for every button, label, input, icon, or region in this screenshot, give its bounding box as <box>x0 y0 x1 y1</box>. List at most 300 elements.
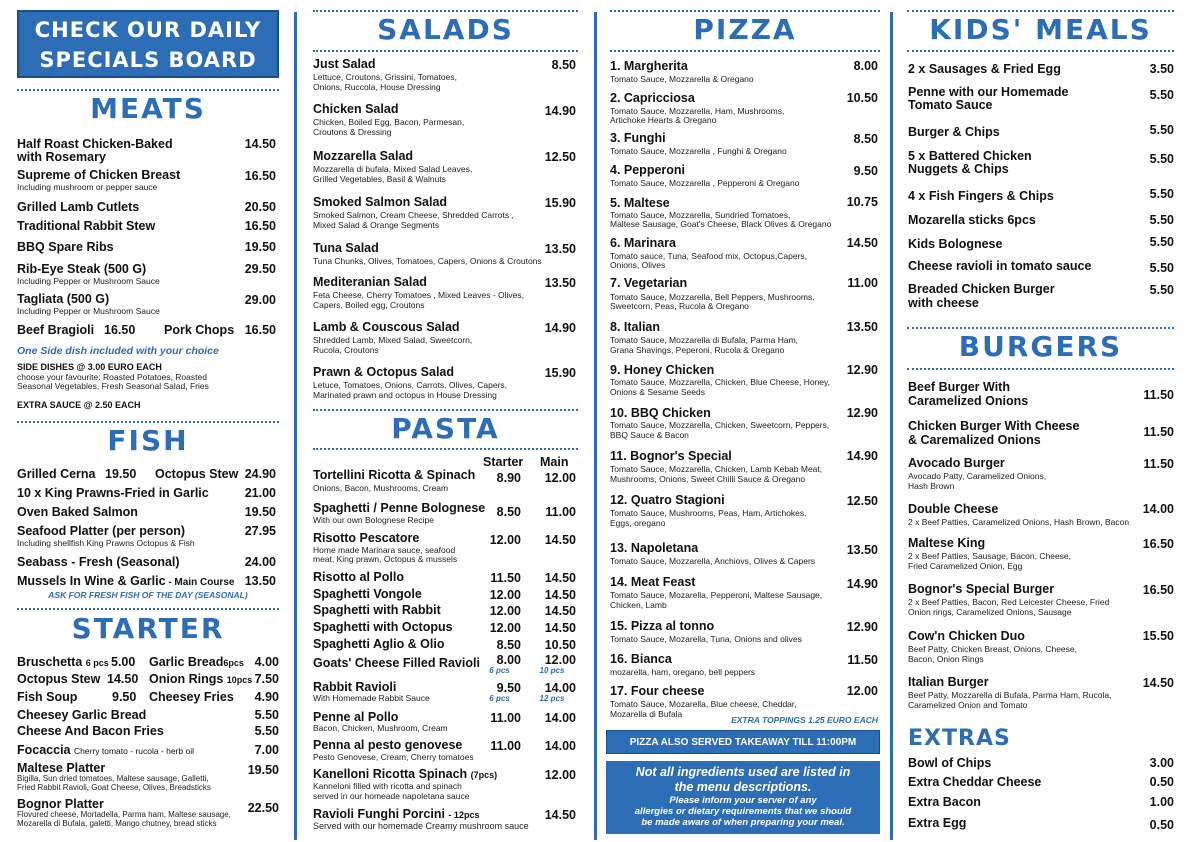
menu-item-desc: 2 x Beef Patties, Bacon, Red Leicester Cheese, Fried <box>908 597 1110 607</box>
menu-item-name: Tortellini Ricotta & Spinach <box>313 468 476 482</box>
menu-item-name: 15. Pizza al tonno <box>610 619 715 633</box>
divider <box>907 10 1174 12</box>
takeaway-text: PIZZA ALSO SERVED TAKEAWAY TILL 11:00PM <box>629 737 857 748</box>
fish-heading: FISH <box>107 424 189 457</box>
menu-item-name: Kids Bolognese <box>908 237 1003 251</box>
menu-item-price: 3.50 <box>1149 62 1174 76</box>
menu-item-price: 19.50 <box>247 763 279 777</box>
menu-item-price: 13.50 <box>244 574 276 588</box>
menu-item-name: Octopus Stew <box>17 672 101 686</box>
divider <box>907 50 1174 52</box>
takeaway-banner <box>606 730 880 754</box>
menu-item-name: Spaghetti Aglio & Olio <box>313 637 445 651</box>
menu-item-price: 5.50 <box>1149 261 1174 275</box>
menu-item-desc: Beef Patty, Mozzarella di Bufala, Parma Ham, Rucola, <box>908 690 1112 700</box>
menu-item-price: 9.50 <box>112 690 137 704</box>
pasta-starter-price: 12.00 <box>489 604 521 618</box>
menu-item-desc: 2 x Beef Patties, Sausage, Bacon, Cheese, <box>908 551 1072 561</box>
menu-item-desc: Pesto Genovese, Cream, Cherry tomatoes <box>313 752 474 762</box>
pasta-main-price: 14.50 <box>544 588 576 602</box>
menu-item-price: 7.00 <box>254 743 279 757</box>
menu-item-name: Spaghetti with Rabbit <box>313 603 441 617</box>
menu-item-price: 16.50 <box>1142 583 1174 597</box>
menu-item-desc: Fried Caramelized Onion, Egg <box>908 561 1023 571</box>
pasta-main-price: 11.00 <box>545 505 576 519</box>
menu-item-price: 14.50 <box>107 672 139 686</box>
menu-item-price: 16.50 <box>244 323 276 337</box>
menu-item-name: 13. Napoletana <box>610 541 699 555</box>
menu-item-name: Italian Burger <box>908 675 989 689</box>
menu-item-price: 14.90 <box>846 577 878 591</box>
menu-item-price: 8.50 <box>551 58 576 72</box>
item-tag: 6pcs <box>223 658 244 668</box>
menu-item-price: 8.50 <box>853 132 878 146</box>
menu-item-desc: Mozarella di Bufala <box>610 709 683 719</box>
menu-item-name: Extra Bacon <box>908 795 981 809</box>
item-name-text: Onion Rings <box>149 672 224 686</box>
menu-item-desc: Tomato Sauce, Mozzarella , Pepperoni & Oregano <box>610 178 800 188</box>
specials-line-1: CHECK OUR DAILY <box>34 18 262 42</box>
menu-item-desc: Hash Brown <box>908 481 955 491</box>
menu-item-desc: Tomato Sauce, Mozzarella, Anchiovs, Olives & Capers <box>610 556 816 566</box>
pasta-main-price: 10.50 <box>544 638 576 652</box>
meats-heading: MEATS <box>90 92 206 125</box>
allergy-notice <box>606 761 880 834</box>
menu-item-name: Double Cheese <box>908 502 999 516</box>
pasta-main-price: 14.50 <box>544 808 576 822</box>
menu-item-desc: Onions, Olives <box>610 260 666 270</box>
item-tag: Cherry tomato - rucola - herb oil <box>74 746 194 756</box>
specials-line-2: SPECIALS BOARD <box>39 48 257 72</box>
menu-item-desc: Tomato Sauce, Mozzarella, Bell Peppers, Mushrooms, <box>610 292 815 302</box>
menu-item-desc: 2 x Beef Patties, Caramelized Onions, Hash Brown, Bacon <box>908 517 1130 527</box>
menu-item-desc: Sweetcorn, Peas, Rucola & Oregano <box>610 301 749 311</box>
menu-item-name: BBQ Spare Ribs <box>17 240 114 254</box>
menu-item-desc: Tomato Sauce, Mozzarella, Chicken, Blue Cheese, Honey, <box>610 377 831 387</box>
pasta-main-price: 14.00 <box>544 681 576 695</box>
menu-item-price: 13.50 <box>544 242 576 256</box>
menu-item-name: Seafood Platter (per person) <box>17 524 186 538</box>
menu-item-price: 12.50 <box>544 150 576 164</box>
menu-item-name: Pork Chops <box>164 323 235 337</box>
menu-item-name <box>17 743 194 758</box>
menu-item-desc: Chicken, Boiled Egg, Bacon, Parmesan, <box>313 117 465 127</box>
menu-item-name: 1. Margherita <box>610 59 688 73</box>
menu-item-desc: Maltese Sausage, Goat's Cheese, Black Olives & Oregano <box>610 219 832 229</box>
menu-item-name: Penne al Pollo <box>313 710 399 724</box>
divider <box>610 50 880 52</box>
menu-item-name: 14. Meat Feast <box>610 575 696 589</box>
menu-item-price: 3.00 <box>1149 756 1174 770</box>
menu-item-name <box>313 768 497 782</box>
menu-item-price: 14.90 <box>544 321 576 335</box>
pasta-main-price: 14.00 <box>544 739 576 753</box>
menu-item-name: Grilled Lamb Cutlets <box>17 200 140 214</box>
menu-item-name: Bognor's Special Burger <box>908 582 1055 596</box>
specials-board-banner <box>17 10 279 78</box>
menu-item-name: 7. Vegetarian <box>610 276 688 290</box>
menu-item-desc: mozarella, ham, oregano, bell peppers <box>610 667 756 677</box>
menu-item-name: 9. Honey Chicken <box>610 363 715 377</box>
extra-toppings-note: EXTRA TOPPINGS 1.25 EURO EACH <box>731 715 878 725</box>
menu-item-price: 24.00 <box>244 555 276 569</box>
menu-item-desc: Including Pepper or Mushroom Sauce <box>17 306 160 316</box>
divider <box>313 10 578 12</box>
menu-item-name: 2 x Sausages & Fried Egg <box>908 62 1061 76</box>
menu-item-desc: Served with our homemade Creamy mushroom sauce <box>313 821 529 831</box>
menu-item-desc: With Homemade Rabbit Sauce <box>313 693 430 703</box>
menu-item-price: 8.00 <box>853 59 878 73</box>
menu-item-desc: Tomato Sauce, Mozzarella di Bufala, Parma Ham, <box>610 335 799 345</box>
menu-item-name: Cheese And Bacon Fries <box>17 724 164 738</box>
kids-meals-heading: KIDS' MEALS <box>929 13 1152 46</box>
menu-item-name: Fish Soup <box>17 690 78 704</box>
menu-item-desc: Tomato Sauce, Mozarella, Tuna, Onions and olives <box>610 634 802 644</box>
allergy-line: allergies or dietary requirements that we should <box>634 806 852 817</box>
menu-item-name: Traditional Rabbit Stew <box>17 219 156 233</box>
divider <box>313 409 578 411</box>
menu-item-name: 5. Maltese <box>610 196 670 210</box>
menu-item-desc: Letuce, Tomatoes, Onions, Carrots, Olives, Capers, <box>313 380 508 390</box>
menu-item-price: 5.00 <box>111 655 136 669</box>
menu-item-desc: Onion rings, Caramelized Onions, Sausage <box>908 607 1072 617</box>
menu-item-price: 5.50 <box>254 708 279 722</box>
menu-item-price: 11.50 <box>847 653 878 667</box>
menu-item-name: Extra Cheddar Cheese <box>908 775 1042 789</box>
menu-item-desc: Onions & Sesame Seeds <box>610 387 705 397</box>
menu-item-name: Maltese Platter <box>17 761 106 775</box>
divider <box>17 89 279 91</box>
menu-item-name: Tomato Sauce <box>908 98 993 112</box>
menu-item-desc: Rucola, Croutons <box>313 345 379 355</box>
menu-item-name: Bognor Platter <box>17 797 104 811</box>
menu-item-price: 5.50 <box>1149 283 1174 297</box>
menu-item-name: Half Roast Chicken-Baked <box>17 137 173 151</box>
menu-item-price: 7.50 <box>254 672 279 686</box>
pasta-starter-price: 8.50 <box>496 505 521 519</box>
menu-item-desc: Lettuce, Croutons, Grissini, Tomatoes, <box>313 72 457 82</box>
side-dishes-title: SIDE DISHES @ 3.00 EURO EACH <box>17 362 162 372</box>
menu-item-name: Spaghetti / Penne Bolognese <box>313 501 486 515</box>
menu-item-price: 12.90 <box>846 620 878 634</box>
menu-item-name: Risotto al Pollo <box>313 570 404 584</box>
menu-item-price: 12.90 <box>846 363 878 377</box>
menu-item-desc: Bacon, Onion Rings <box>908 654 984 664</box>
item-tag: 6 pcs <box>85 658 109 668</box>
menu-item-name: Spaghetti with Octopus <box>313 620 453 634</box>
menu-item-price: 22.50 <box>247 801 279 815</box>
menu-item-name: Goats' Cheese Filled Ravioli <box>313 656 480 670</box>
pasta-main-price: 14.50 <box>544 571 576 585</box>
menu-item-name: Penne with our Homemade <box>908 85 1069 99</box>
menu-item-desc: Tuna Chunks, Olives, Tomatoes, Capers, Onions & Croutons <box>313 256 542 266</box>
divider <box>610 10 880 12</box>
menu-item-desc: Grana Shavings, Peperoni, Rucola & Oregano <box>610 345 785 355</box>
extra-sauce-note: EXTRA SAUCE @ 2.50 EACH <box>17 400 141 410</box>
menu-item-name: 3. Funghi <box>610 131 666 145</box>
menu-item-price: 5.50 <box>1149 152 1174 166</box>
menu-item-name: Mediteranian Salad <box>313 275 427 289</box>
menu-item-desc: Shredded Lamb, Mixed Salad, Sweetcorn, <box>313 335 473 345</box>
side-dishes-desc: Seasonal Vegetables, Fresh Seasonal Salad, Fries <box>17 381 209 391</box>
menu-item-name: Rabbit Ravioli <box>313 680 397 694</box>
menu-item-price: 15.50 <box>1142 629 1174 643</box>
pasta-starter-price: 12.00 <box>489 533 521 547</box>
pasta-main-price: 14.50 <box>544 621 576 635</box>
menu-item-price: 11.50 <box>1143 457 1174 471</box>
menu-item-name: 12. Quatro Stagioni <box>610 493 725 507</box>
menu-item-name: 17. Four cheese <box>610 684 705 698</box>
menu-item-name: 4. Pepperoni <box>610 163 686 177</box>
item-name-text: Kanelloni Ricotta Spinach <box>313 767 468 781</box>
menu-item-desc: Tomato Sauce, Mozzarella, Sundried Tomatoes, <box>610 210 791 220</box>
menu-item-desc: Tomato Sauce, Mozarella, Pepperoni, Maltese Sausage, <box>610 590 823 600</box>
menu-item-desc: Feta Cheese, Cherry Tomatoes , Mixed Leaves - Olives, <box>313 290 525 300</box>
menu-item-name <box>17 574 234 590</box>
pasta-main-price: 14.50 <box>544 604 576 618</box>
menu-item-desc: Mixed Salad & Orange Segments <box>313 220 440 230</box>
menu-item-price: 0.50 <box>1149 775 1174 789</box>
menu-item-name: 5 x Battered Chicken <box>908 149 1032 163</box>
menu-item-price: 11.00 <box>847 276 878 290</box>
menu-item-price: 19.50 <box>244 240 276 254</box>
menu-item-name: Nuggets & Chips <box>908 162 1009 176</box>
menu-item-name: Cow'n Chicken Duo <box>908 629 1025 643</box>
menu-item-price: 5.50 <box>1149 235 1174 249</box>
menu-item-desc: Tomato Sauce, Mozarella, Blue cheese, Cheddar, <box>610 699 797 709</box>
pasta-main-price: 12.00 <box>544 653 576 667</box>
menu-item-price: 4.90 <box>254 690 279 704</box>
menu-item-name: & Caremalized Onions <box>908 433 1041 447</box>
menu-item-desc: Avocado Patty, Caramelized Onions, <box>908 471 1047 481</box>
menu-item-price: 14.50 <box>244 137 276 151</box>
menu-item-name: Supreme of Chicken Breast <box>17 168 181 182</box>
pasta-starter-price: 12.00 <box>489 621 521 635</box>
menu-item-name: Risotto Pescatore <box>313 531 420 545</box>
pasta-starter-price: 8.50 <box>496 638 521 652</box>
divider <box>313 448 578 450</box>
menu-item-price: 12.50 <box>846 494 878 508</box>
divider <box>17 421 279 423</box>
salads-heading: SALADS <box>377 13 514 46</box>
column-divider <box>294 12 297 840</box>
pasta-pcs: 6 pcs <box>489 666 510 675</box>
menu-item-name: Caramelized Onions <box>908 394 1029 408</box>
column-divider <box>890 12 893 840</box>
menu-item-name: Maltese King <box>908 536 986 550</box>
menu-item-price: 19.50 <box>244 505 276 519</box>
pasta-main-price: 14.00 <box>544 711 576 725</box>
divider <box>907 368 1174 370</box>
menu-item-desc: Grilled Vegetables, Basil & Walnuts <box>313 174 446 184</box>
menu-item-name <box>17 655 109 670</box>
menu-item-name: Seabass - Fresh (Seasonal) <box>17 555 180 569</box>
pasta-starter-price: 12.00 <box>489 588 521 602</box>
pizza-heading: PIZZA <box>693 13 797 46</box>
menu-item-price: 14.50 <box>1142 676 1174 690</box>
pasta-starter-price: 11.00 <box>490 711 521 725</box>
menu-item-desc: Capers, Boiled egg, Croutons <box>313 300 425 310</box>
menu-item-price: 16.50 <box>104 323 136 337</box>
menu-item-price: 24.90 <box>244 467 276 481</box>
menu-item-price: 15.90 <box>544 196 576 210</box>
item-tag: 10pcs <box>226 675 253 685</box>
menu-item-desc: Bigilla, Sun dried tomatoes, Maltese sausage, Galletti, <box>17 774 209 783</box>
menu-item-desc: Marinated prawn and octopus in House Dressing <box>313 390 497 400</box>
menu-item-price: 11.50 <box>1143 388 1174 402</box>
menu-item-price: 5.50 <box>254 724 279 738</box>
menu-item-price: 27.95 <box>244 524 276 538</box>
menu-item-price: 14.90 <box>846 449 878 463</box>
menu-item-name: Chicken Burger With Cheese <box>908 419 1080 433</box>
menu-item-name: Just Salad <box>313 57 376 71</box>
menu-item-name: Cheese ravioli in tomato sauce <box>908 259 1092 273</box>
menu-item-price: 14.00 <box>1142 502 1174 516</box>
menu-item-desc: Tomato Sauce, Mozzarella, Chicken, Sweetcorn, Peppers, <box>610 420 830 430</box>
menu-item-name: 11. Bognor's Special <box>610 449 732 463</box>
menu-item-name: Spaghetti Vongole <box>313 587 422 601</box>
menu-item-name: Bowl of Chips <box>908 756 992 770</box>
fresh-fish-note: ASK FOR FRESH FISH OF THE DAY (SEASONAL) <box>48 590 248 600</box>
column-divider <box>594 12 597 840</box>
menu-item-desc: Caramelized Onion and Tomato <box>908 700 1028 710</box>
menu-item-name: 10 x King Prawns-Fried in Garlic <box>17 486 209 500</box>
pasta-col-main: Main <box>540 455 569 469</box>
menu-item-price: 16.50 <box>244 219 276 233</box>
menu-item-price: 21.00 <box>244 486 276 500</box>
menu-item-price: 11.50 <box>1143 425 1174 439</box>
menu-item-name: Cheesey Fries <box>149 690 234 704</box>
menu-item-desc: Smoked Salmon, Cream Cheese, Shredded Carrots , <box>313 210 514 220</box>
side-dishes-desc: choose your favourite: Roasted Potatoes, Roasted <box>17 372 207 382</box>
menu-item-name: 2. Capricciosa <box>610 91 695 105</box>
pasta-pcs: 12 pcs <box>539 694 565 703</box>
menu-item-name: Cheesey Garlic Bread <box>17 708 147 722</box>
menu-item-name: Beef Burger With <box>908 380 1010 394</box>
menu-item-desc: Chicken, Lamb <box>610 600 667 610</box>
menu-item-name: 6. Marinara <box>610 236 677 250</box>
item-name-text: Garlic Bread <box>149 655 224 669</box>
item-name-text: Focaccia <box>17 743 71 757</box>
menu-item-desc: Mozzarella di bufala, Mixed Salad Leaves, <box>313 164 473 174</box>
item-tag: - 12pcs <box>448 810 480 820</box>
pasta-starter-price: 9.50 <box>496 681 521 695</box>
menu-item-desc: Tomato Sauce, Mozzarella & Oregano <box>610 74 754 84</box>
menu-item-desc: Flovured cheese, Mortadella, Parma ham, Maltese sausage, <box>17 810 231 819</box>
menu-item-desc: Fried Rabbit Ravioli, Goat Cheese, Olives, Breadsticks <box>17 783 211 792</box>
menu-item-desc: Mozarella di Bufala, galetti, Mango chutney, bread sticks <box>17 819 217 828</box>
menu-item-desc: Tomato sauce, Tuna, Seafood mix, Octopus,Capers, <box>610 251 808 261</box>
menu-item-price: 10.75 <box>846 195 878 209</box>
menu-item-name: 10. BBQ Chicken <box>610 406 711 420</box>
allergy-line: be made aware of when preparing your meal. <box>641 817 845 828</box>
menu-item-desc: Tomato Sauce, Mozzarella, Ham, Mushrooms, <box>610 106 785 116</box>
menu-item-desc: Including shellfish King Prawns Octopus & Fish <box>17 538 195 548</box>
menu-item-desc: Bacon, Chicken, Mushroom, Cream <box>313 723 448 733</box>
item-name-text: Bruschetta <box>17 655 83 669</box>
burgers-heading: BURGERS <box>958 330 1123 363</box>
allergy-line: Please inform your server of any <box>669 795 817 806</box>
divider <box>17 608 279 610</box>
menu-item-price: 5.50 <box>1149 213 1174 227</box>
menu-item-name: Penna al pesto genovese <box>313 738 463 752</box>
menu-item-desc: Kanneloni filled with ricotta and spinach <box>313 781 462 791</box>
menu-item-price: 29.50 <box>244 262 276 276</box>
menu-item-price: 16.50 <box>1142 537 1174 551</box>
menu-item-name: 4 x Fish Fingers & Chips <box>908 189 1054 203</box>
menu-item-name: with Rosemary <box>17 150 106 164</box>
allergy-line: Not all ingredients used are listed in <box>635 765 851 779</box>
menu-item-price: 16.50 <box>244 169 276 183</box>
pasta-col-starter: Starter <box>483 455 524 469</box>
item-name-text: Mussels In Wine & Garlic <box>17 574 166 588</box>
menu-item-name: Burger & Chips <box>908 125 1000 139</box>
pasta-main-price: 14.50 <box>544 533 576 547</box>
menu-item-price: 5.50 <box>1149 88 1174 102</box>
menu-item-name: Breaded Chicken Burger <box>908 282 1055 296</box>
divider <box>907 327 1174 329</box>
starter-heading: STARTER <box>71 612 225 645</box>
menu-item-price: 13.50 <box>846 543 878 557</box>
menu-item-price: 13.50 <box>544 276 576 290</box>
item-tag: (7pcs) <box>470 770 498 780</box>
menu-item-price: 12.00 <box>846 684 878 698</box>
menu-item-name: Mozarella sticks 6pcs <box>908 213 1036 227</box>
menu-item-price: 0.50 <box>1149 818 1174 832</box>
menu-item-desc: served in our homeade napoletana sauce <box>313 791 470 801</box>
menu-item-name: Lamb & Couscous Salad <box>313 320 460 334</box>
menu-item-desc: Onions, Ruccola, House Dressing <box>313 82 441 92</box>
divider <box>313 50 578 52</box>
menu-item-name: Smoked Salmon Salad <box>313 195 448 209</box>
menu-item-name: with cheese <box>908 296 979 310</box>
menu-item-price: 5.50 <box>1149 187 1174 201</box>
pasta-main-price: 12.00 <box>544 768 576 782</box>
menu-item-price: 14.50 <box>846 236 878 250</box>
menu-item-name: Mozzarella Salad <box>313 149 414 163</box>
menu-item-name: Octopus Stew <box>155 467 239 481</box>
menu-item-desc: BBQ Sauce & Bacon <box>610 430 689 440</box>
menu-item-desc: Onions, Bacon, Mushrooms, Cream <box>313 483 449 493</box>
menu-item-desc: Including mushroom or pepper sauce <box>17 182 158 192</box>
item-name-text: Ravioli Funghi Porcini <box>313 807 445 821</box>
pasta-starter-price: 11.50 <box>490 571 521 585</box>
menu-item-name: Extra Egg <box>908 816 967 830</box>
item-tag: - Main Course <box>165 577 235 588</box>
menu-item-name: 16. Bianca <box>610 652 672 666</box>
pasta-pcs: 10 pcs <box>539 666 565 675</box>
menu-item-desc: With our own Bolognese Recipe <box>313 515 434 525</box>
menu-item-price: 5.50 <box>1149 123 1174 137</box>
menu-item-name: Chicken Salad <box>313 102 399 116</box>
menu-item-desc: Eggs, oregano <box>610 518 666 528</box>
menu-item-name: Rib-Eye Steak (500 G) <box>17 262 147 276</box>
menu-item-price: 15.90 <box>544 366 576 380</box>
extras-heading: EXTRAS <box>908 726 1011 751</box>
menu-item-name <box>313 808 479 822</box>
menu-item-desc: Including Pepper or Mushroom Sauce <box>17 276 160 286</box>
menu-item-name: 8. Italian <box>610 320 661 334</box>
menu-item-name: Prawn & Octopus Salad <box>313 365 455 379</box>
menu-item-price: 4.00 <box>254 655 279 669</box>
menu-item-price: 13.50 <box>846 320 878 334</box>
menu-item-price: 1.00 <box>1149 795 1174 809</box>
side-dish-note: One Side dish included with your choice <box>17 345 219 357</box>
menu-item-desc: Mushrooms, Onions, Sweet Chilli Sauce & Oregano <box>610 474 806 484</box>
menu-item-desc: Beef Patty, Chicken Breast, Onions, Cheese, <box>908 644 1077 654</box>
pasta-pcs: 6 pcs <box>489 694 510 703</box>
pasta-heading: PASTA <box>391 412 500 445</box>
